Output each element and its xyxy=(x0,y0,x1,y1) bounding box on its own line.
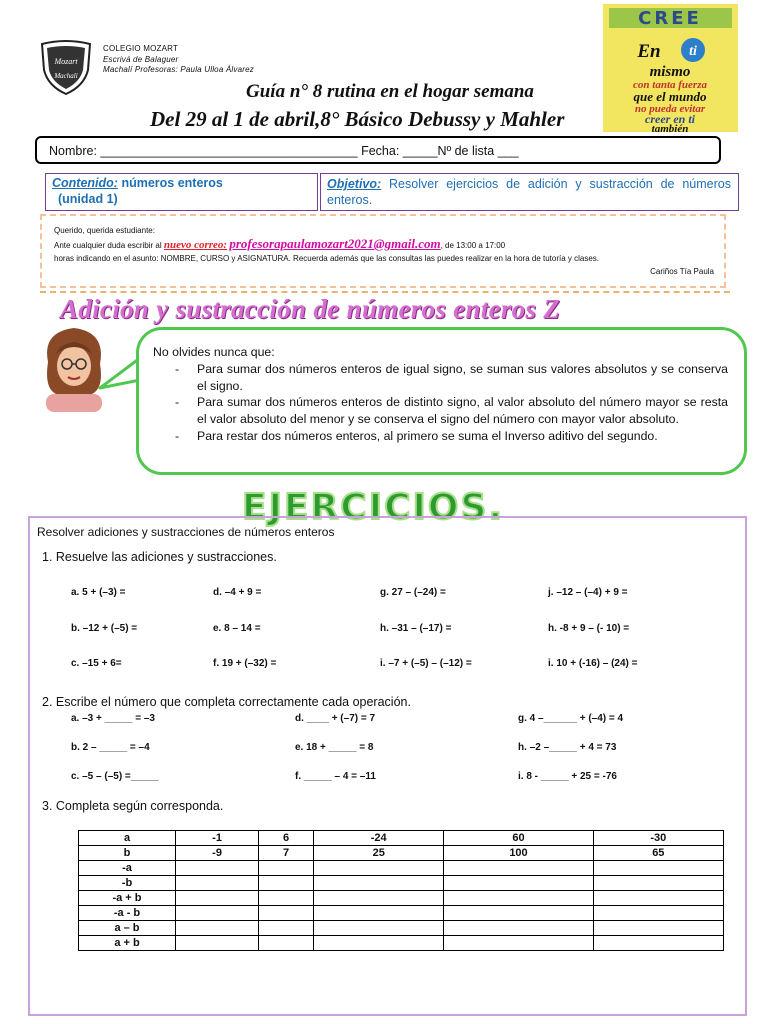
exercise-item: e. 18 + _____ = 8 xyxy=(295,742,374,753)
table-cell: -9 xyxy=(176,846,259,861)
table-cell: 25 xyxy=(314,846,444,861)
values-table xyxy=(78,830,724,951)
q3-title: 3. Completa según corresponda. xyxy=(42,799,224,813)
notice-line-a: Ante cualquier duda escribir al xyxy=(54,241,162,250)
exercise-item: i. 10 + (-16) – (24) = xyxy=(548,658,638,669)
exercise-item: c. –5 – (–5) =_____ xyxy=(71,771,159,782)
page-title-line2: Del 29 al 1 de abril,8° Básico Debussy y Mahler xyxy=(150,107,565,131)
table-row xyxy=(79,891,724,906)
table-row xyxy=(79,876,724,891)
email-link[interactable]: profesorapaulamozart2021@gmail.com xyxy=(229,236,441,251)
table-cell: 65 xyxy=(593,846,723,861)
exercise-item: d. –4 + 9 = xyxy=(213,587,262,598)
school-teacher: Machalí Profesoras: Paula Ulloa Álvarez xyxy=(103,65,254,74)
svg-text:que el mundo: que el mundo xyxy=(633,89,707,104)
table-cell[interactable] xyxy=(444,876,593,891)
table-cell[interactable] xyxy=(314,876,444,891)
new-mail-label: nuevo correo: xyxy=(163,239,228,251)
svg-text:no pueda evitar: no pueda evitar xyxy=(634,103,706,115)
exercise-item: h. -8 + 9 – (- 10) = xyxy=(548,623,630,634)
objective-value: Resolver ejercicios de adición y sustracción de números enteros. xyxy=(327,177,731,207)
table-cell[interactable] xyxy=(314,861,444,876)
exercise-item: b. 2 – _____ = –4 xyxy=(71,742,150,753)
exercise-item: i. –7 + (–5) – (–12) = xyxy=(380,658,472,669)
table-cell[interactable] xyxy=(314,921,444,936)
table-row xyxy=(79,861,724,876)
objective-label: Objetivo: xyxy=(327,177,382,191)
table-cell[interactable] xyxy=(444,906,593,921)
table-cell[interactable] xyxy=(259,921,314,936)
notice-signature: Cariños Tía Paula xyxy=(650,267,714,276)
school-info xyxy=(103,44,254,76)
svg-text:creer en ti: creer en ti xyxy=(645,112,695,126)
school-name: COLEGIO MOZART xyxy=(103,44,179,53)
table-cell[interactable] xyxy=(176,861,259,876)
table-cell[interactable] xyxy=(593,906,723,921)
svg-text:En: En xyxy=(637,41,661,62)
page-title-line1: Guía n° 8 rutina en el hogar semana xyxy=(246,81,534,102)
table-row-label: b xyxy=(79,846,176,861)
table-cell[interactable] xyxy=(176,906,259,921)
table-cell[interactable] xyxy=(176,936,259,951)
notice-line-c: horas indicando en el asunto: NOMBRE, CURSO y ASIGNATURA. Recuerda además que las consultas las puedes realizar en la hora de tutoría y clases. xyxy=(54,254,600,263)
exercise-item: a. 5 + (–3) = xyxy=(71,587,126,598)
svg-text:Mozart: Mozart xyxy=(54,57,78,66)
table-cell[interactable] xyxy=(259,876,314,891)
rule-item: - Para sumar dos números enteros de distinto signo, al valor absoluto del número mayor se resta el valor absoluto del menor y se conserva el signo del número con mayor valor absoluto. xyxy=(153,394,728,428)
exercise-item: h. –31 – (–17) = xyxy=(380,623,452,634)
exercise-item: g. 4 –______ + (–4) = 4 xyxy=(518,713,624,724)
objective-box xyxy=(320,173,739,211)
table-cell[interactable] xyxy=(444,921,593,936)
table-cell[interactable] xyxy=(176,876,259,891)
table-row-label: a + b xyxy=(79,936,176,951)
exercise-item: f. 19 + (–32) = xyxy=(213,658,277,669)
rules-intro: No olvides nunca que: xyxy=(153,345,275,359)
table-cell[interactable] xyxy=(444,936,593,951)
exercise-item: g. 27 – (–24) = xyxy=(380,587,446,598)
table-row-label: -a - b xyxy=(79,906,176,921)
section-title: Adición y sustracción de números enteros Z xyxy=(60,294,561,324)
notice-greeting: Querido, querida estudiante: xyxy=(54,226,155,235)
svg-text:también: también xyxy=(651,123,689,132)
school-address: Escrivá de Balaguer xyxy=(103,54,179,64)
content-label: Contenido: xyxy=(52,176,118,190)
rules-list xyxy=(153,361,728,445)
table-cell: 6 xyxy=(259,831,314,846)
table-cell[interactable] xyxy=(314,891,444,906)
poster-word1: CREE xyxy=(638,8,702,29)
table-cell[interactable] xyxy=(444,861,593,876)
content-unit: (unidad 1) xyxy=(58,192,118,206)
table-row xyxy=(79,906,724,921)
rules-bubble xyxy=(136,327,747,475)
content-box xyxy=(45,173,318,211)
student-info-fields[interactable]: Nombre: _____________________________________ Fecha: _____Nº de lista ___ xyxy=(49,144,519,158)
table-cell: -1 xyxy=(176,831,259,846)
table-row-label: -b xyxy=(79,876,176,891)
instructions: Resolver adiciones y sustracciones de números enteros xyxy=(37,525,335,539)
exercise-item: c. –15 + 6= xyxy=(71,658,122,669)
q2-title: 2. Escribe el número que completa correctamente cada operación. xyxy=(42,695,411,709)
table-cell: 7 xyxy=(259,846,314,861)
exercise-item: b. –12 + (–5) = xyxy=(71,623,138,634)
exercise-item: f. _____ – 4 = –11 xyxy=(295,771,376,782)
student-info-box xyxy=(35,136,721,164)
table-cell: -30 xyxy=(593,831,723,846)
table-row-label: a – b xyxy=(79,921,176,936)
svg-text:Machalí: Machalí xyxy=(54,72,78,80)
svg-text:mismo: mismo xyxy=(649,64,691,80)
exercise-item: j. –12 – (–4) + 9 = xyxy=(548,587,628,598)
svg-text:con tanta fuerza: con tanta fuerza xyxy=(633,79,707,91)
table-row xyxy=(79,831,724,846)
svg-text:ti: ti xyxy=(689,44,697,59)
table-row-label: -a + b xyxy=(79,891,176,906)
table-cell[interactable] xyxy=(259,936,314,951)
table-cell[interactable] xyxy=(314,906,444,921)
exercise-item: e. 8 – 14 = xyxy=(213,623,261,634)
table-cell[interactable] xyxy=(593,861,723,876)
table-cell[interactable] xyxy=(593,891,723,906)
table-cell[interactable] xyxy=(593,921,723,936)
table-cell: 100 xyxy=(444,846,593,861)
table-cell: 60 xyxy=(444,831,593,846)
table-cell[interactable] xyxy=(314,936,444,951)
table-row xyxy=(79,846,724,861)
table-row xyxy=(79,921,724,936)
rule-item: - Para restar dos números enteros, al primero se suma el Inverso aditivo del segundo. xyxy=(153,428,728,445)
table-row xyxy=(79,936,724,951)
rule-item: - Para sumar dos números enteros de igual signo, se suman sus valores absolutos y se conserva el signo. xyxy=(153,361,728,395)
exercises-banner: EJERCICIOS. xyxy=(242,487,505,528)
table-cell: -24 xyxy=(314,831,444,846)
table-row-label: a xyxy=(79,831,176,846)
exercise-item: a. –3 + _____ = –3 xyxy=(71,713,155,724)
motivational-poster xyxy=(603,4,738,132)
notice-line-b: , de 13:00 a 17:00 xyxy=(440,241,506,250)
table-cell[interactable] xyxy=(593,936,723,951)
notice-box xyxy=(40,214,726,288)
content-value: números enteros xyxy=(121,176,223,190)
table-cell[interactable] xyxy=(444,891,593,906)
exercise-item: h. –2 –_____ + 4 = 73 xyxy=(518,742,617,753)
table-cell[interactable] xyxy=(176,921,259,936)
table-cell[interactable] xyxy=(259,906,314,921)
exercise-item: i. 8 - _____ + 25 = -76 xyxy=(518,771,617,782)
table-cell[interactable] xyxy=(259,861,314,876)
school-logo xyxy=(38,40,94,96)
q1-title: 1. Resuelve las adiciones y sustracciones. xyxy=(42,550,277,564)
table-cell[interactable] xyxy=(176,891,259,906)
table-cell[interactable] xyxy=(259,891,314,906)
section-divider xyxy=(40,291,730,293)
exercise-item: d. ____ + (–7) = 7 xyxy=(295,713,376,724)
table-row-label: -a xyxy=(79,861,176,876)
table-cell[interactable] xyxy=(593,876,723,891)
